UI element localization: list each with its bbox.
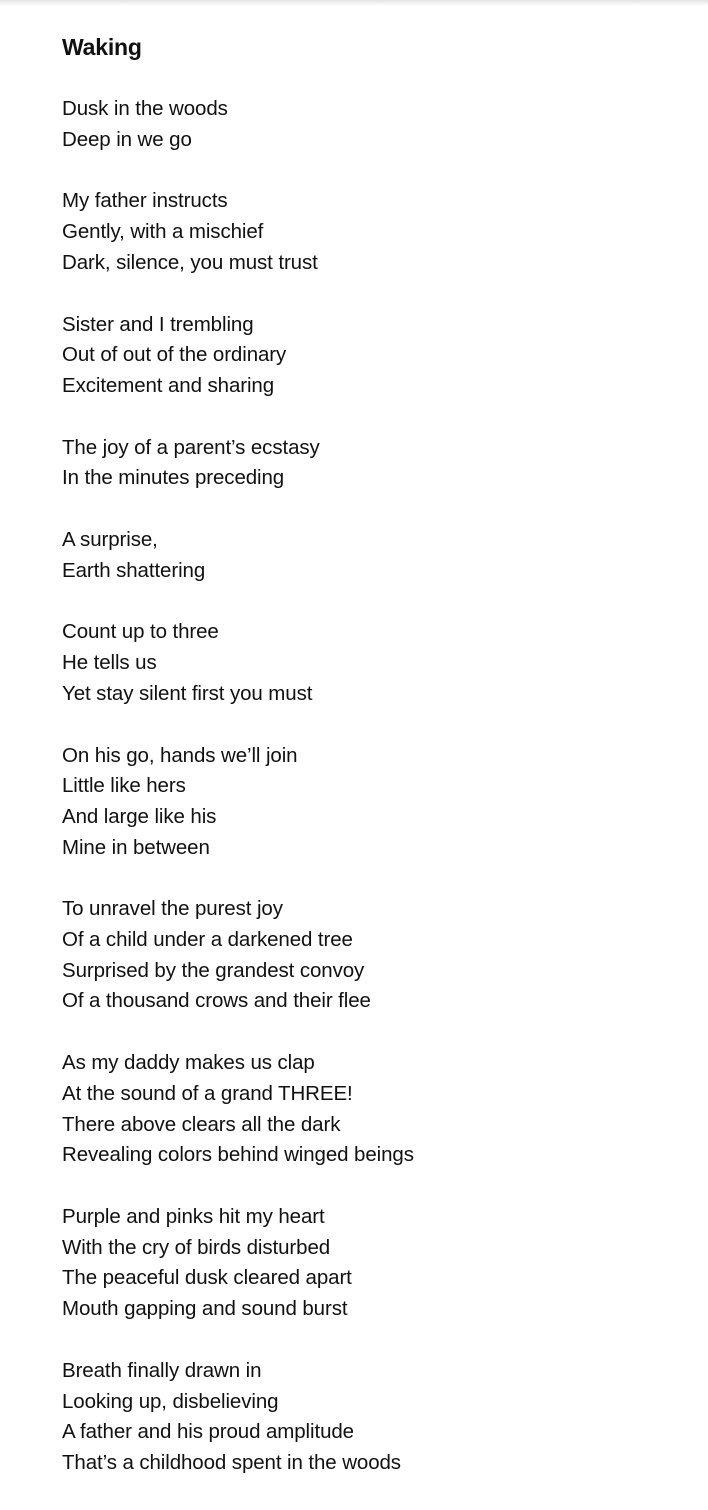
poem-line: Little like hers bbox=[62, 774, 186, 798]
poem-line: The peaceful dusk cleared apart bbox=[62, 1266, 352, 1290]
stanza bbox=[62, 1202, 682, 1325]
poem-line: In the minutes preceding bbox=[62, 466, 285, 490]
poem-line: Out of out of the ordinary bbox=[62, 343, 287, 367]
poem-line: As my daddy makes us clap bbox=[62, 1051, 315, 1075]
poem-line: He tells us bbox=[62, 651, 157, 675]
poem-line: Purple and pinks hit my heart bbox=[62, 1204, 325, 1228]
poem-line: Excitement and sharing bbox=[62, 373, 275, 397]
poem-line: At the sound of a grand THREE! bbox=[62, 1081, 353, 1105]
poem-line: There above clears all the dark bbox=[62, 1112, 341, 1136]
poem-line: Dark, silence, you must trust bbox=[62, 250, 318, 274]
poem-line: Surprised by the grandest convoy bbox=[62, 958, 365, 982]
poem-line: Yet stay silent first you must bbox=[62, 681, 313, 705]
poem-line: Of a thousand crows and their flee bbox=[62, 989, 371, 1013]
poem-line: Deep in we go bbox=[62, 127, 192, 151]
stanza bbox=[62, 94, 682, 155]
poem-line: A father and his proud amplitude bbox=[62, 1420, 354, 1444]
stanza bbox=[62, 617, 682, 709]
stanza bbox=[62, 894, 682, 1017]
poem-line: My father instructs bbox=[62, 189, 228, 213]
poem-line: Count up to three bbox=[62, 620, 219, 644]
poem-line: Dusk in the woods bbox=[62, 97, 228, 120]
poem-line: A surprise, bbox=[62, 528, 158, 552]
poem-line: And large like his bbox=[62, 804, 217, 828]
stanza bbox=[62, 310, 682, 402]
poem-line: With the cry of birds disturbed bbox=[62, 1235, 331, 1259]
stanza bbox=[62, 1356, 682, 1479]
poem-line: Breath finally drawn in bbox=[62, 1358, 262, 1382]
poem bbox=[62, 30, 682, 1510]
poem-line: Sister and I trembling bbox=[62, 312, 254, 336]
top-edge-shadow bbox=[0, 0, 708, 6]
poem-title: Waking bbox=[62, 34, 142, 60]
poem-line: Revealing colors behind winged beings bbox=[62, 1143, 414, 1167]
poem-line: Earth shattering bbox=[62, 558, 206, 582]
poem-line: To unravel the purest joy bbox=[62, 897, 283, 921]
stanza bbox=[62, 186, 682, 278]
poem-line: Of a child under a darkened tree bbox=[62, 928, 353, 952]
poem-line: That’s a childhood spent in the woods bbox=[62, 1450, 401, 1474]
poem-line: On his go, hands we’ll join bbox=[62, 743, 298, 767]
stanza bbox=[62, 433, 682, 494]
poem-line: The joy of a parent’s ecstasy bbox=[62, 435, 320, 459]
poem-line: Gently, with a mischief bbox=[62, 220, 264, 244]
poem-line: Mine in between bbox=[62, 835, 210, 859]
stanza bbox=[62, 1048, 682, 1171]
stanza bbox=[62, 525, 682, 586]
poem-line: Mouth gapping and sound burst bbox=[62, 1297, 348, 1321]
stanza bbox=[62, 741, 682, 864]
poem-line: Looking up, disbelieving bbox=[62, 1389, 279, 1413]
